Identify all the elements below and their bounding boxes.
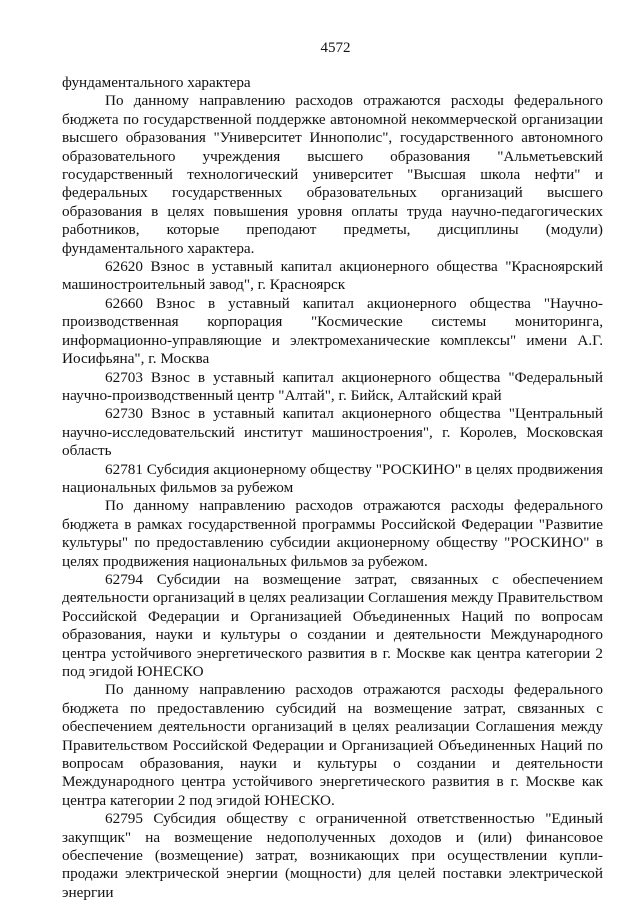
paragraph: По данному направлению расходов отражаются расходы федерального бюджета по предоставлению субсидий на возмещение затрат, связанных с обеспечением деятельности организаций в целях реализации Соглашения между Правительством Российской Федерации и Организацией Объединенных Наций по вопросам образования, науки и культуры о создании и деятельности Международного центра устойчивого энергетического развития в г. Москве как центра категории 2 под эгидой ЮНЕСКО. — [62, 681, 603, 809]
paragraph: фундаментального характера — [62, 74, 251, 91]
paragraph: 62794 Субсидии на возмещение затрат, связанных с обеспечением деятельности организаций в целях реализации Соглашения между Правительством Российской Федерации и Организацией Объединенных Наций по вопросам образования, науки и культуры о создании и деятельности Международного центра устойчивого энергетического развития в г. Москве как центра категории 2 под эгидой ЮНЕСКО — [62, 570, 603, 680]
paragraph: 62660 Взнос в уставный капитал акционерного общества "Научно-производственная корпорация "Космические системы мониторинга, информационно-управляющие и электромеханические комплексы" имени А.Г. Иосифьяна", г. Москва — [62, 294, 603, 368]
paragraph: 62730 Взнос в уставный капитал акционерного общества "Центральный научно-исследовательский институт машиностроения", г. Королев, Московская область — [62, 405, 603, 460]
paragraph: 62703 Взнос в уставный капитал акционерного общества "Федеральный научно-производственный центр "Алтай", г. Бийск, Алтайский край — [62, 368, 603, 404]
paragraph: 62795 Субсидия обществу с ограниченной ответственностью "Единый закупщик" на возмещение недополученных доходов и (или) финансовое обеспечение (возмещение) затрат, возникающих при осуществлении купли-продажи электрической энергии (мощности) для целей поставки электрической энергии — [62, 810, 603, 901]
paragraph: 62620 Взнос в уставный капитал акционерного общества "Красноярский машиностроительный завод", г. Красноярск — [62, 258, 603, 294]
page-number: 4572 — [320, 40, 351, 56]
paragraph: По данному направлению расходов отражаются расходы федерального бюджета по государственной поддержке автономной некоммерческой организации высшего образования "Университет Иннополис", государственного автономного образовательного учреждения высшего образования "Альметьевский государственный технологический университет "Высшая школа нефти" и федеральных государственных образовательных организаций высшего образования в целях повышения уровня оплаты труда научно-педагогических работников, которые преподают предметы, дисциплины (модули) фундаментального характера. — [62, 92, 603, 257]
document-page — [62, 40, 603, 902]
paragraph: 62781 Субсидия акционерному обществу "РОСКИНО" в целях продвижения национальных фильмов за рубежом — [62, 460, 603, 496]
document-body — [62, 74, 603, 902]
paragraph: По данному направлению расходов отражаются расходы федерального бюджета в рамках государственной программы Российской Федерации "Развитие культуры" по предоставлению субсидии акционерному обществу "РОСКИНО" в целях продвижения национальных фильмов за рубежом. — [62, 497, 603, 570]
